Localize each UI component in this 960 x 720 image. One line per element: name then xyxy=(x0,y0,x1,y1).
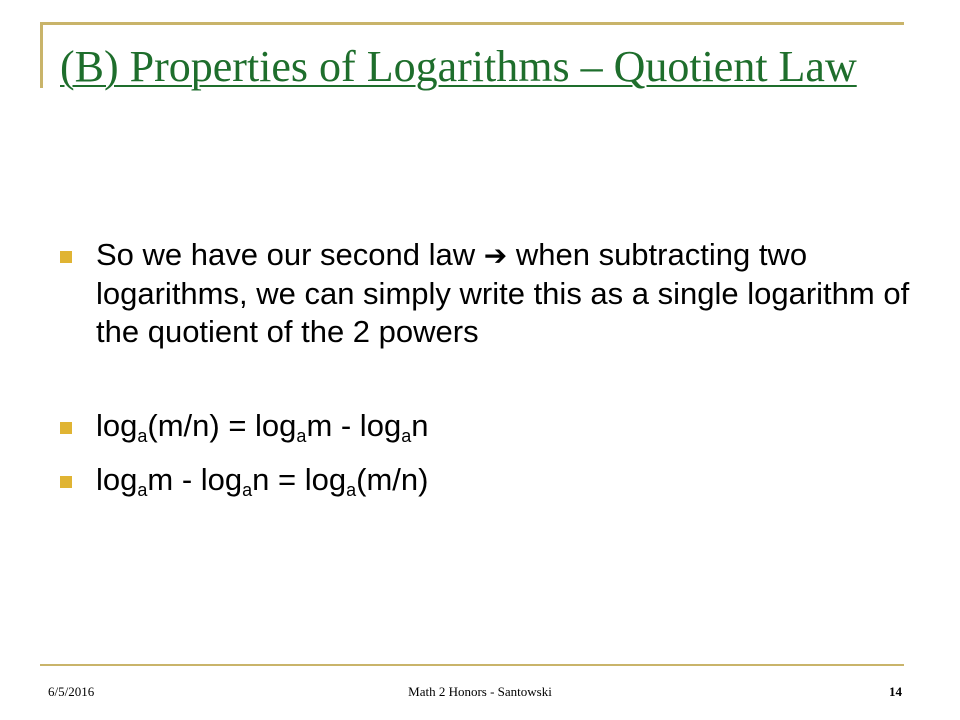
frame-bottom-line xyxy=(40,664,904,666)
bullet-item-formula-2 xyxy=(60,461,910,499)
footer-page-number: 14 xyxy=(889,684,902,699)
formula-part: log xyxy=(96,408,138,443)
formula-subscript: a xyxy=(401,426,412,446)
frame-left-line xyxy=(40,22,43,88)
frame-top-line xyxy=(40,22,904,25)
formula-part: log xyxy=(96,462,138,497)
footer-course: Math 2 Honors - Santowski xyxy=(408,684,552,699)
formula-subscript: a xyxy=(296,426,307,446)
slide-content xyxy=(60,236,910,499)
right-arrow-icon: ➔ xyxy=(483,239,508,272)
formula-subscript: a xyxy=(137,426,148,446)
footer-date: 6/5/2016 xyxy=(48,684,95,699)
formula-part: (m/n) xyxy=(356,462,429,497)
bullet-square-icon xyxy=(60,476,72,488)
formula-part: m - log xyxy=(306,408,402,443)
bullet-item-formula-1 xyxy=(60,407,910,445)
formula-subscript: a xyxy=(242,480,253,500)
formula-part: m - log xyxy=(147,462,243,497)
formula-part: n = log xyxy=(252,462,347,497)
formula-part: (m/n) = log xyxy=(147,408,297,443)
formula-subscript: a xyxy=(137,480,148,500)
slide-title: (B) Properties of Logarithms – Quotient Law xyxy=(60,42,857,91)
bullet-square-icon xyxy=(60,251,72,263)
bullet-square-icon xyxy=(60,422,72,434)
formula-part: n xyxy=(411,408,429,443)
bullet-text-after-arrow: when subtracting two logarithms, we can simply write this as a single logarithm of the quotient of the 2 powers xyxy=(96,237,910,349)
formula-subscript: a xyxy=(346,480,357,500)
bullet-item-second-law xyxy=(60,236,910,351)
bullet-text-before-arrow: So we have our second law xyxy=(96,237,476,272)
